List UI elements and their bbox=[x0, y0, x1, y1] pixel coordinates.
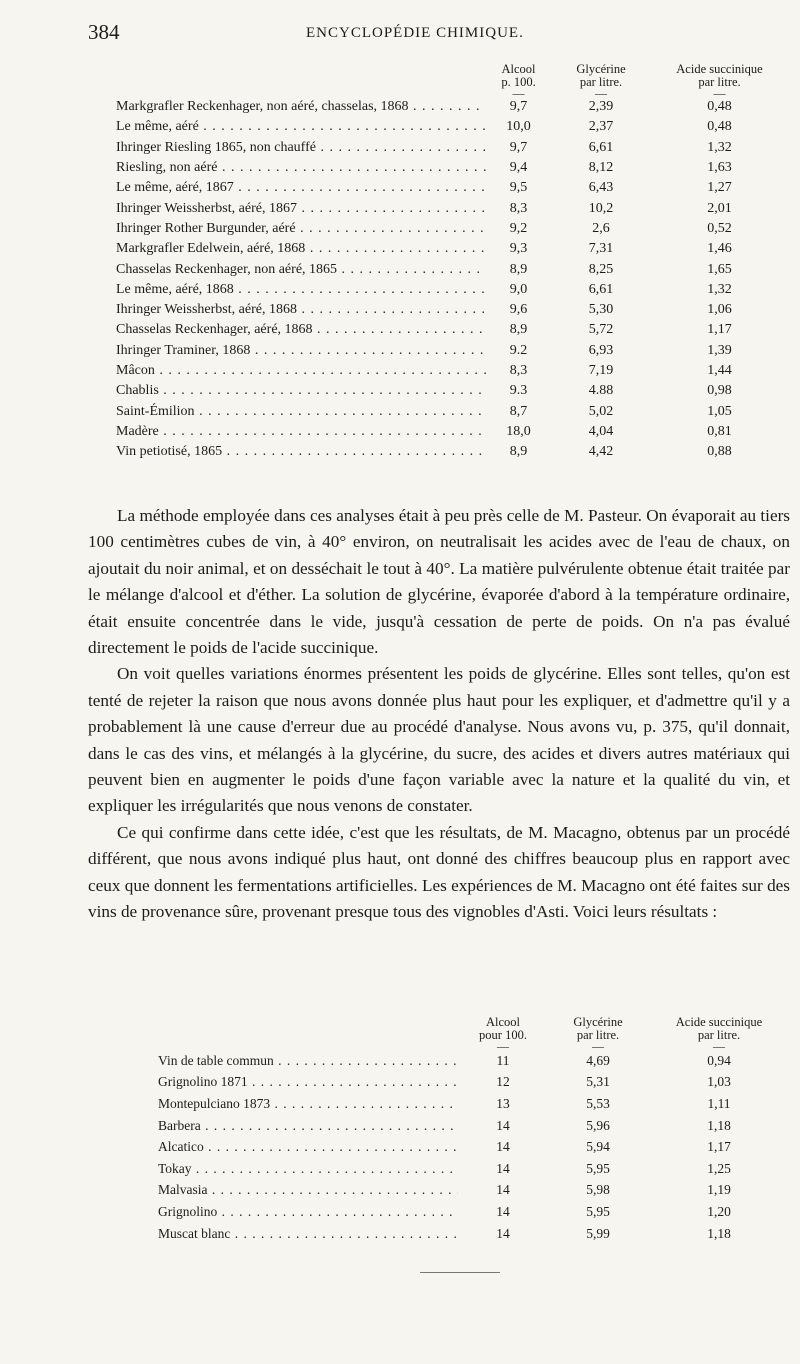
glycerine-value: 10,2 bbox=[588, 200, 614, 216]
succinique-value: 0,48 bbox=[707, 119, 732, 135]
table-row bbox=[116, 320, 788, 340]
page-header bbox=[88, 20, 788, 52]
table-row bbox=[116, 442, 788, 462]
alcool-value: 9,5 bbox=[509, 180, 528, 196]
alcool-value: 9.3 bbox=[509, 383, 528, 399]
glycerine-value: 5,95 bbox=[586, 1160, 610, 1176]
wine-name-cell: Riesling, non aéré . . . bbox=[116, 158, 486, 178]
paragraph: On voit quelles variations énormes présentent les poids de glycérine. Elles sont telles, qu'on est tenté de rejeter la raison que nous avons donnée plus haut pour les expliquer, et d'admettre qu'il y a probablement là une cause d'erreur due au procédé d'analyse. Nous avons vu, p. 375, qu'il donnait, dans le cas des vins, et mélangés à la glycérine, du sucre, des acides et divers autres matériaux qui peuvent bien en augmenter le poids d'une façon variable avec la nature et la qualité du vin, et expliquer les irrégularités que nous venons de constater. bbox=[88, 664, 790, 816]
alcool-value: 14 bbox=[496, 1117, 510, 1133]
alcool-value: 14 bbox=[496, 1182, 510, 1198]
wine-name-cell: Chasselas Reckenhager, non aéré, 1865 . . . bbox=[116, 259, 486, 279]
glycerine-value: 8,25 bbox=[588, 261, 614, 277]
wine-name-cell: Ihringer Weissherbst, aéré, 1867 . . . bbox=[116, 198, 486, 218]
table-body bbox=[116, 97, 788, 462]
succinique-value: 1,32 bbox=[707, 139, 732, 155]
succinique-value: 1,20 bbox=[707, 1203, 731, 1219]
succinique-value: 1,63 bbox=[707, 160, 732, 176]
alcool-value: 10,0 bbox=[506, 119, 531, 135]
table-header-row bbox=[158, 1016, 790, 1050]
succinique-value: 1,18 bbox=[707, 1117, 731, 1133]
glycerine-value: 2,6 bbox=[592, 220, 610, 236]
table-row bbox=[116, 117, 788, 137]
table-row bbox=[116, 239, 788, 259]
wine-analysis-table bbox=[116, 63, 788, 462]
wine-name-cell: Ihringer Rother Burgunder, aéré . . . bbox=[116, 219, 486, 239]
succinique-value: 2,01 bbox=[707, 200, 732, 216]
wine-name-cell: Markgrafler Edelwein, aéré, 1868 . . . bbox=[116, 239, 486, 259]
wine-name-cell: Le même, aéré . . . bbox=[116, 117, 486, 137]
succinique-value: 1,11 bbox=[707, 1095, 731, 1111]
succinique-value: 1,03 bbox=[707, 1074, 731, 1090]
wine-name-cell: Le même, aéré, 1867 . . . bbox=[116, 178, 486, 198]
wine-name-cell: Montepulciano 1873 . . . bbox=[158, 1093, 458, 1115]
succinique-value: 0,52 bbox=[707, 220, 732, 236]
glycerine-value: 7,31 bbox=[588, 241, 614, 257]
alcool-value: 14 bbox=[496, 1225, 510, 1241]
header-glycerine: Glycérine par litre. — bbox=[576, 62, 626, 100]
header-glycerine: Glycérine par litre. — bbox=[573, 1015, 623, 1053]
alcool-value: 9,6 bbox=[509, 302, 528, 318]
alcool-value: 8,3 bbox=[509, 200, 528, 216]
table-row bbox=[116, 280, 788, 300]
glycerine-value: 5,02 bbox=[588, 403, 614, 419]
end-rule bbox=[420, 1272, 500, 1273]
glycerine-value: 5,30 bbox=[588, 302, 614, 318]
glycerine-value: 5,94 bbox=[586, 1139, 610, 1155]
glycerine-value: 2,37 bbox=[588, 119, 614, 135]
glycerine-value: 7,19 bbox=[588, 363, 614, 378]
wine-name-cell: Muscat blanc . . . bbox=[158, 1223, 458, 1245]
succinique-value: 1,06 bbox=[707, 302, 732, 318]
table-row bbox=[158, 1136, 790, 1158]
wine-name-cell: Grignolino . . . bbox=[158, 1201, 458, 1223]
glycerine-value: 6,43 bbox=[588, 180, 614, 196]
succinique-value: 1,18 bbox=[707, 1225, 731, 1241]
succinique-value: 1,19 bbox=[707, 1182, 731, 1198]
page-number: 384 bbox=[88, 20, 120, 44]
alcool-value: 8,9 bbox=[509, 261, 528, 277]
table-row bbox=[116, 401, 788, 421]
wine-name-cell: Chasselas Reckenhager, aéré, 1868 . . . bbox=[116, 320, 486, 340]
succinique-value: 1,39 bbox=[707, 342, 732, 358]
glycerine-value: 5,98 bbox=[586, 1182, 610, 1198]
running-title: ENCYCLOPÉDIE CHIMIQUE. bbox=[306, 25, 524, 41]
alcool-value: 9,7 bbox=[509, 139, 528, 155]
table-row bbox=[116, 97, 788, 117]
body-text bbox=[88, 503, 790, 926]
macagno-results-table bbox=[158, 1016, 790, 1244]
glycerine-value: 5,31 bbox=[586, 1074, 610, 1090]
wine-name-cell: Le même, aéré, 1868 . . . bbox=[116, 280, 486, 300]
wine-name-cell: Markgrafler Reckenhager, non aéré, chasselas, 1868 . . . bbox=[116, 97, 486, 117]
succinique-value: 1,17 bbox=[707, 1139, 731, 1155]
table-row bbox=[158, 1072, 790, 1094]
alcool-value: 14 bbox=[496, 1160, 510, 1176]
alcool-value: 9,4 bbox=[509, 160, 528, 176]
table-row bbox=[116, 138, 788, 158]
wine-name-cell: Vin petiotisé, 1865 . . . bbox=[116, 442, 486, 462]
alcool-value: 9,2 bbox=[509, 220, 528, 236]
table-row bbox=[116, 158, 788, 178]
glycerine-value: 5,99 bbox=[586, 1225, 610, 1241]
glycerine-value: 4,42 bbox=[588, 444, 614, 460]
table-row bbox=[116, 361, 788, 381]
wine-name-cell: Grignolino 1871 . . . bbox=[158, 1072, 458, 1094]
alcool-value: 8,9 bbox=[509, 444, 528, 460]
wine-name-cell: Tokay . . . bbox=[158, 1158, 458, 1180]
alcool-value: 13 bbox=[496, 1095, 510, 1111]
glycerine-value: 5,96 bbox=[586, 1117, 610, 1133]
wine-name-cell: Ihringer Weissherbst, aéré, 1868 . . . bbox=[116, 300, 486, 320]
wine-name-cell: Ihringer Riesling 1865, non chauffé . . . bbox=[116, 138, 486, 158]
wine-name-cell: Mâcon . . . bbox=[116, 361, 486, 381]
wine-name-cell: Saint-Émilion . . . bbox=[116, 401, 486, 421]
alcool-value: 9,3 bbox=[509, 241, 528, 257]
table-header-row bbox=[116, 63, 788, 97]
paragraph: La méthode employée dans ces analyses était à peu près celle de M. Pasteur. On évaporait au tiers 100 centimètres cubes de vin, à 40° environ, on neutralisait les acides avec de l'eau de chaux, on ajoutait du noir animal, et on desséchait le tout à 40°. La matière pulvérulente obtenue était traitée par le mélange d'alcool et d'éther. La solution de glycérine, évaporée d'abord à la température ordinaire, était ensuite concentrée dans le vide, jusqu'à cessation de perte de poids. On n'a pas évalué directement le poids de l'acide succinique. bbox=[88, 506, 790, 658]
succinique-value: 0,81 bbox=[707, 423, 732, 439]
alcool-value: 8,3 bbox=[509, 363, 528, 378]
table-row bbox=[158, 1180, 790, 1202]
succinique-value: 1,44 bbox=[707, 363, 732, 378]
table-row bbox=[158, 1223, 790, 1245]
glycerine-value: 4,69 bbox=[586, 1052, 610, 1068]
header-alcool: Alcool pour 100. — bbox=[479, 1015, 527, 1053]
succinique-value: 0,48 bbox=[707, 99, 732, 115]
table-row bbox=[116, 198, 788, 218]
wine-name-cell: Barbera . . . bbox=[158, 1115, 458, 1137]
succinique-value: 0,98 bbox=[707, 383, 732, 399]
alcool-value: 14 bbox=[496, 1139, 510, 1155]
glycerine-value: 5,53 bbox=[586, 1095, 610, 1111]
table-row bbox=[158, 1158, 790, 1180]
table-row bbox=[158, 1050, 790, 1072]
succinique-value: 1,65 bbox=[707, 261, 732, 277]
alcool-value: 18,0 bbox=[506, 423, 531, 439]
succinique-value: 1,25 bbox=[707, 1160, 731, 1176]
table-row bbox=[116, 341, 788, 361]
succinique-value: 0,88 bbox=[707, 444, 732, 460]
paragraph: Ce qui confirme dans cette idée, c'est que les résultats, de M. Macagno, obtenus par un procédé différent, que nous avons indiqué plus haut, ont donné des chiffres beaucoup plus en rapport avec ceux que donnent les fermentations artificielles. Les expériences de M. Macagno ont été faites sur des vins de provenance sûre, provenant presque tous des vignobles d'Asti. Voici leurs résultats : bbox=[88, 822, 790, 922]
glycerine-value: 6,93 bbox=[588, 342, 614, 358]
alcool-value: 11 bbox=[496, 1052, 510, 1068]
table-row bbox=[158, 1093, 790, 1115]
alcool-value: 14 bbox=[496, 1203, 510, 1219]
alcool-value: 9.2 bbox=[509, 342, 528, 358]
alcool-value: 8,9 bbox=[509, 322, 528, 338]
glycerine-value: 5,72 bbox=[588, 322, 614, 338]
table-row bbox=[116, 178, 788, 198]
wine-name-cell: Madère . . . bbox=[116, 422, 486, 442]
wine-name-cell: Ihringer Traminer, 1868 . . . bbox=[116, 341, 486, 361]
succinique-value: 1,05 bbox=[707, 403, 732, 419]
table-row bbox=[116, 422, 788, 442]
wine-name-cell: Malvasia . . . bbox=[158, 1180, 458, 1202]
glycerine-value: 2,39 bbox=[588, 99, 614, 115]
succinique-value: 1,27 bbox=[707, 180, 732, 196]
wine-name-cell: Alcatico . . . bbox=[158, 1136, 458, 1158]
glycerine-value: 8,12 bbox=[588, 160, 614, 176]
alcool-value: 9,0 bbox=[509, 281, 528, 297]
table-row bbox=[158, 1201, 790, 1223]
glycerine-value: 5,95 bbox=[586, 1203, 610, 1219]
wine-name-cell: Chablis . . . bbox=[116, 381, 486, 401]
glycerine-value: 4.88 bbox=[588, 383, 614, 399]
glycerine-value: 6,61 bbox=[588, 139, 614, 155]
alcool-value: 9,7 bbox=[509, 99, 528, 115]
succinique-value: 1,46 bbox=[707, 241, 732, 257]
succinique-value: 1,32 bbox=[707, 281, 732, 297]
table-body bbox=[158, 1050, 790, 1244]
table-row bbox=[116, 259, 788, 279]
table-row bbox=[116, 219, 788, 239]
header-alcool: Alcool p. 100. — bbox=[501, 62, 536, 100]
succinique-value: 1,17 bbox=[707, 322, 732, 338]
glycerine-value: 4,04 bbox=[588, 423, 614, 439]
glycerine-value: 6,61 bbox=[588, 281, 614, 297]
wine-name-cell: Vin de table commun . . . bbox=[158, 1050, 458, 1072]
alcool-value: 12 bbox=[496, 1074, 510, 1090]
header-acide-succinique: Acide succinique par litre. — bbox=[676, 62, 763, 100]
table-row bbox=[116, 381, 788, 401]
table-row bbox=[158, 1115, 790, 1137]
alcool-value: 8,7 bbox=[509, 403, 528, 419]
succinique-value: 0,94 bbox=[707, 1052, 731, 1068]
table-row bbox=[116, 300, 788, 320]
header-acide-succinique: Acide succinique par litre. — bbox=[675, 1015, 763, 1053]
